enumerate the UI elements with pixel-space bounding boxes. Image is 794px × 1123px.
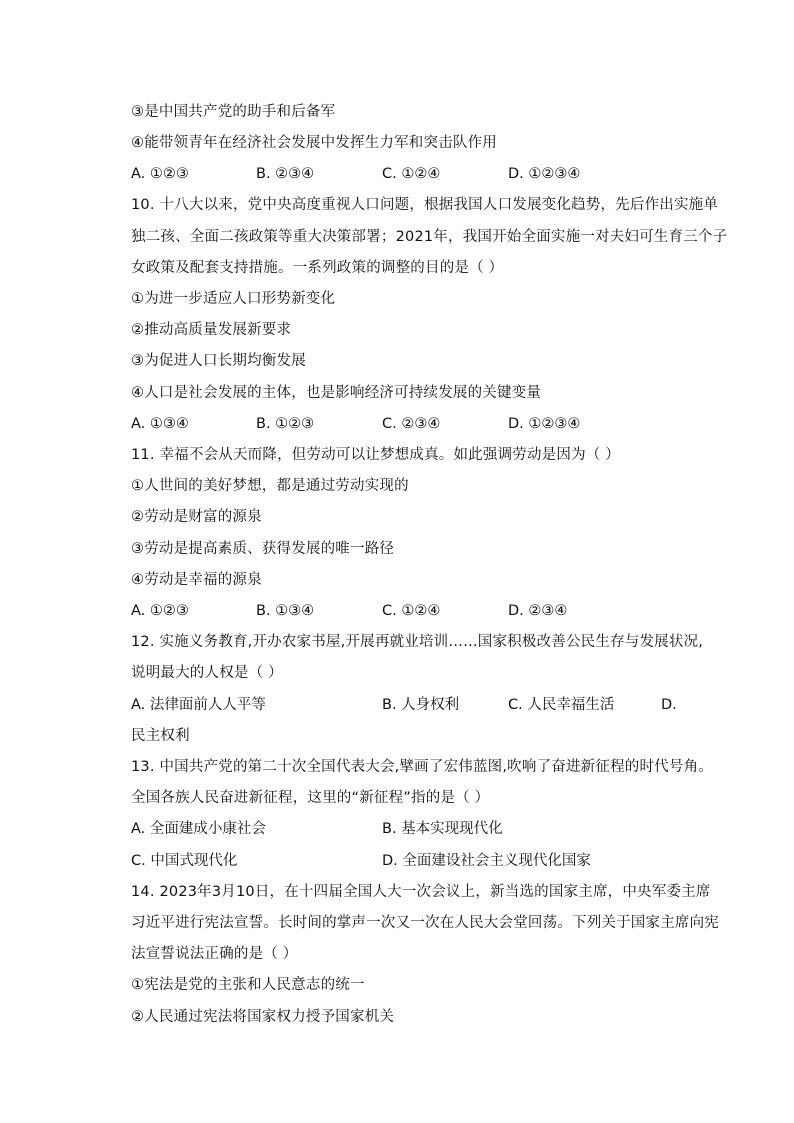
- q12-option-a: A. 法律面前人人平等: [131, 697, 266, 713]
- q9-options: [131, 164, 731, 184]
- q11-option-c: C. ①②④: [382, 603, 441, 619]
- q11-item-3: ③劳动是提高素质、获得发展的唯一路径: [131, 541, 395, 557]
- q13-stem-line-2: 全国各族人民奋进新征程，这里的“新征程”指的是（ ）: [131, 790, 490, 806]
- q11-options: [131, 601, 731, 621]
- q10-item-1: ①为进一步适应人口形势新变化: [131, 291, 336, 307]
- q11-option-d: D. ②③④: [508, 603, 568, 619]
- q10-option-a: A. ①③④: [131, 416, 189, 432]
- q10-item-2: ②推动高质量发展新要求: [131, 322, 292, 338]
- q10-option-b: B. ①②③: [256, 416, 315, 432]
- q12-option-b: B. 人身权利: [382, 697, 460, 713]
- q13-stem-line-1: 13. 中国共产党的第二十次全国代表大会,擘画了宏伟蓝图,吹响了奋进新征程的时代号角。: [131, 759, 713, 775]
- q13-option-d: D. 全面建设社会主义现代化国家: [382, 853, 591, 869]
- q14-stem-line-1: 14. 2023年3月10日，在十四届全国人大一次会议上，新当选的国家主席，中央军委主席: [131, 884, 711, 900]
- q9-option-d: D. ①②③④: [508, 166, 581, 182]
- q12-option-d-text: 民主权利: [131, 728, 190, 744]
- q9-option-c: C. ①②④: [382, 166, 441, 182]
- q12-options: [131, 695, 731, 715]
- q9-option-a: A. ①②③: [131, 166, 189, 182]
- q14-item-2: ②人民通过宪法将国家权力授予国家机关: [131, 1009, 395, 1025]
- q12-option-d: D.: [661, 697, 677, 713]
- q10-option-c: C. ②③④: [382, 416, 441, 432]
- q10-stem-line-3: 女政策及配套支持措施。一系列政策的调整的目的是（ ）: [131, 260, 504, 276]
- q13-options-row-2: [131, 851, 731, 871]
- q10-item-4: ④人口是社会发展的主体，也是影响经济可持续发展的关键变量: [131, 385, 542, 401]
- q12-stem-line-2: 说明最大的人权是（ ）: [131, 665, 283, 681]
- q11-item-1: ①人世间的美好梦想，都是通过劳动实现的: [131, 478, 409, 494]
- q10-stem-line-1: 10. 十八大以来，党中央高度重视人口问题，根据我国人口发展变化趋势，先后作出实施单: [131, 197, 719, 213]
- q11-item-4: ④劳动是幸福的源泉: [131, 572, 262, 588]
- q10-stem-line-2: 独二孩、全面二孩政策等重大决策部署；2021年，我国开始全面实施一对夫妇可生育三个子: [131, 229, 728, 245]
- q12-option-c: C. 人民幸福生活: [508, 697, 615, 713]
- q10-item-3: ③为促进人口长期均衡发展: [131, 353, 306, 369]
- q13-option-b: B. 基本实现现代化: [382, 821, 503, 837]
- q11-stem: 11. 幸福不会从天而降，但劳动可以让梦想成真。如此强调劳动是因为（ ）: [131, 447, 620, 463]
- q14-stem-line-3: 法宣誓说法正确的是（ ）: [131, 946, 298, 962]
- q12-stem-line-1: 12. 实施义务教育,开办农家书屋,开展再就业培训……国家积极改善公民生存与发展状况,: [131, 634, 704, 650]
- q9-option-b: B. ②③④: [256, 166, 315, 182]
- q11-option-a: A. ①②③: [131, 603, 189, 619]
- q13-option-c: C. 中国式现代化: [131, 853, 238, 869]
- q13-option-a: A. 全面建成小康社会: [131, 821, 266, 837]
- q14-item-1: ①宪法是党的主张和人民意志的统一: [131, 977, 365, 993]
- q9-item-3: ③是中国共产党的助手和后备军: [131, 104, 336, 120]
- q11-item-2: ②劳动是财富的源泉: [131, 509, 262, 525]
- q10-options: [131, 414, 731, 434]
- q9-item-4: ④能带领青年在经济社会发展中发挥生力军和突击队作用: [131, 135, 497, 151]
- q10-option-d: D. ①②③④: [508, 416, 581, 432]
- q14-stem-line-2: 习近平进行宪法宣誓。长时间的掌声一次又一次在人民大会堂回荡。下列关于国家主席向宪: [131, 915, 719, 931]
- q13-options-row-1: [131, 819, 731, 839]
- q11-option-b: B. ①③④: [256, 603, 315, 619]
